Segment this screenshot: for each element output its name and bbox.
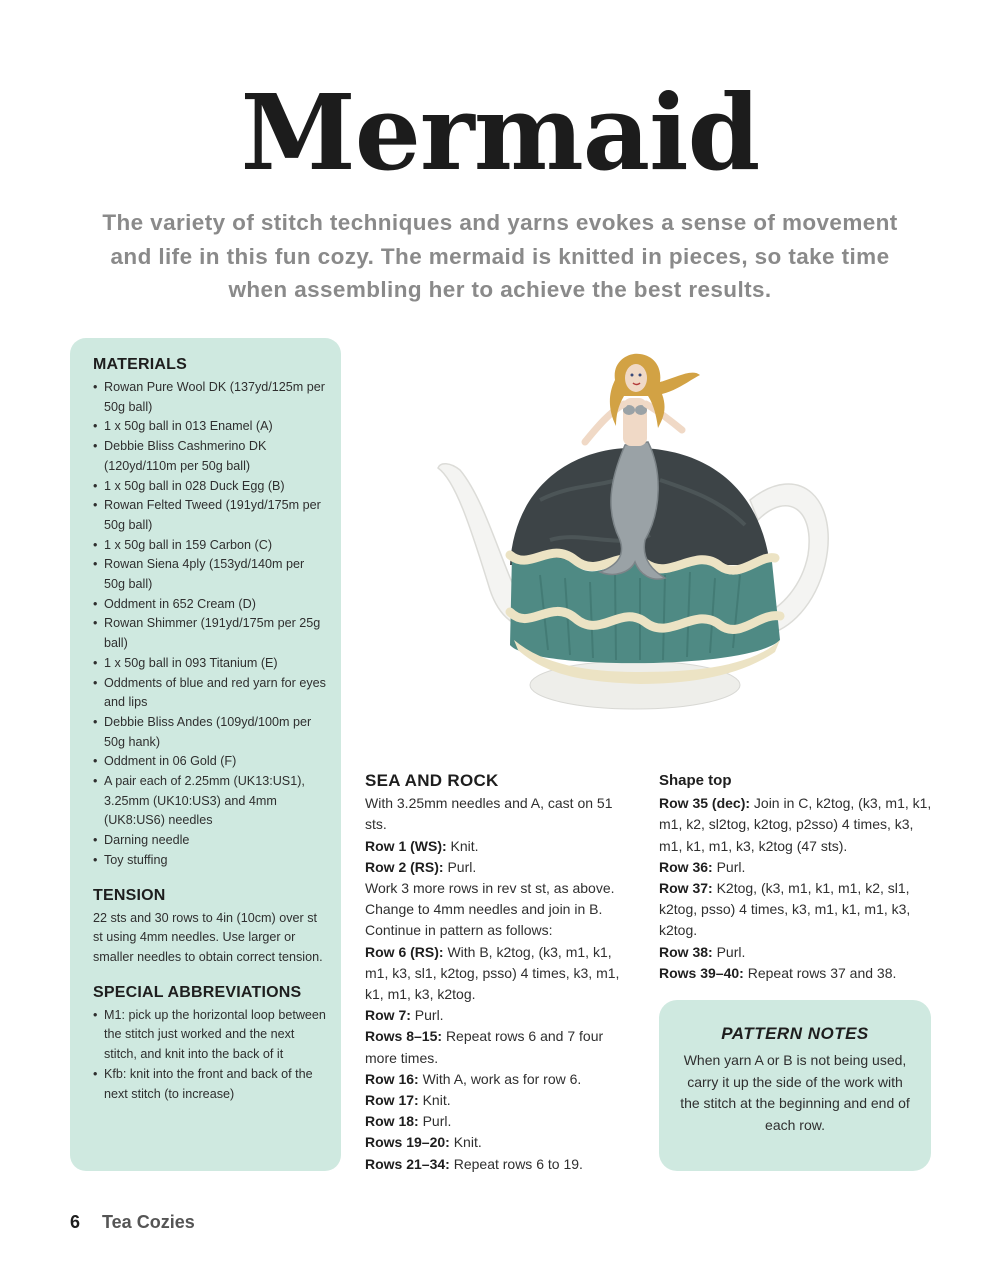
notes-text: When yarn A or B is not being used, carry it up the side of the work with the stitch at the beginning and end of each row. bbox=[680, 1052, 910, 1133]
row-label: Row 17: bbox=[365, 1092, 419, 1109]
row-text: Join in C, k2tog, (k3, m1, k1, m1, k2, sl2tog, k2tog, p2sso) 4 times, k3, m1, k1, m1, k3, k2tog (47 sts). bbox=[659, 795, 932, 854]
page-footer bbox=[70, 1212, 195, 1233]
instruction-line bbox=[659, 857, 934, 878]
instruction-line bbox=[659, 963, 934, 984]
list-item: • M1: pick up the horizontal loop between the stitch just worked and the next stitch, and knit into the back of it bbox=[93, 1006, 327, 1065]
list-item: • Oddment in 652 Cream (D) bbox=[93, 595, 327, 615]
instruction-line bbox=[365, 1026, 635, 1068]
list-item: • Kfb: knit into the front and back of the next stitch (to increase) bbox=[93, 1065, 327, 1104]
row-text: With 3.25mm needles and A, cast on 51 sts. bbox=[365, 795, 613, 833]
instruction-line bbox=[365, 793, 635, 835]
row-text: Purl. bbox=[716, 858, 746, 875]
instruction-line bbox=[659, 793, 934, 857]
row-label: Row 2 (RS): bbox=[365, 858, 444, 875]
instruction-line bbox=[365, 920, 635, 941]
row-label: Row 36: bbox=[659, 858, 713, 875]
row-text: Knit. bbox=[422, 1092, 451, 1109]
materials-heading: MATERIALS bbox=[93, 356, 187, 373]
row-label: Row 35 (dec): bbox=[659, 795, 751, 812]
row-text: Purl. bbox=[422, 1113, 452, 1130]
row-label: Rows 39–40: bbox=[659, 964, 744, 981]
instruction-line bbox=[365, 1090, 635, 1111]
instruction-line bbox=[365, 878, 635, 899]
row-text: Change to 4mm needles and join in B. bbox=[365, 901, 603, 918]
instruction-line bbox=[365, 899, 635, 920]
row-text: Purl. bbox=[414, 1007, 444, 1024]
instruction-line bbox=[659, 878, 934, 942]
list-item: • Oddment in 06 Gold (F) bbox=[93, 752, 327, 772]
shape-top-section bbox=[659, 770, 934, 984]
list-item: • Toy stuffing bbox=[93, 851, 327, 871]
list-item: • A pair each of 2.25mm (UK13:US1), 3.25mm (UK10:US3) and 4mm (UK8:US6) needles bbox=[93, 772, 327, 831]
intro-text: The variety of stitch techniques and yarns evokes a sense of movement and life in this fun cozy. The mermaid is knitted in pieces, so take time when assembling her to achieve the best results. bbox=[102, 210, 898, 302]
list-item: • Oddments of blue and red yarn for eyes and lips bbox=[93, 674, 327, 713]
shape-instructions bbox=[659, 793, 934, 984]
row-label: Row 18: bbox=[365, 1113, 419, 1130]
mermaid-tea-cozy-photo bbox=[430, 350, 840, 720]
row-text: Repeat rows 6 and 7 four more times. bbox=[365, 1028, 604, 1066]
instruction-line bbox=[365, 1069, 635, 1090]
instruction-line bbox=[365, 1005, 635, 1026]
list-item: • 1 x 50g ball in 028 Duck Egg (B) bbox=[93, 477, 327, 497]
instruction-line bbox=[659, 942, 934, 963]
instruction-line bbox=[365, 836, 635, 857]
list-item: • Darning needle bbox=[93, 831, 327, 851]
row-label: Row 38: bbox=[659, 943, 713, 960]
row-text: Knit. bbox=[453, 1134, 482, 1151]
row-text: Work 3 more rows in rev st st, as above. bbox=[365, 880, 615, 897]
sea-instructions bbox=[365, 793, 635, 1175]
instruction-line bbox=[365, 1154, 635, 1175]
row-label: Row 6 (RS): bbox=[365, 943, 444, 960]
list-item: • Rowan Shimmer (191yd/175m per 25g ball) bbox=[93, 614, 327, 653]
page-number: 6 bbox=[70, 1212, 81, 1232]
page-title: Mermaid bbox=[240, 71, 760, 194]
pattern-notes-box bbox=[659, 1000, 931, 1171]
shape-heading: Shape top bbox=[659, 772, 732, 789]
row-text: Purl. bbox=[447, 858, 477, 875]
instruction-line bbox=[365, 1132, 635, 1153]
sea-and-rock-section bbox=[365, 770, 635, 1175]
tension-text: 22 sts and 30 rows to 4in (10cm) over st st using 4mm needles. Use larger or smaller needles to obtain correct tension. bbox=[93, 910, 323, 964]
row-label: Rows 19–20: bbox=[365, 1134, 450, 1151]
list-item: • Rowan Felted Tweed (191yd/175m per 50g ball) bbox=[93, 496, 327, 535]
list-item: • Debbie Bliss Andes (109yd/100m per 50g hank) bbox=[93, 713, 327, 752]
list-item: • 1 x 50g ball in 093 Titanium (E) bbox=[93, 654, 327, 674]
list-item: • Rowan Pure Wool DK (137yd/125m per 50g ball) bbox=[93, 378, 327, 417]
abbreviations-heading: SPECIAL ABBREVIATIONS bbox=[93, 983, 302, 1001]
book-title: Tea Cozies bbox=[102, 1212, 195, 1232]
row-label: Row 7: bbox=[365, 1007, 411, 1024]
row-label: Row 1 (WS): bbox=[365, 837, 447, 854]
instruction-line bbox=[365, 942, 635, 1006]
list-item: • 1 x 50g ball in 159 Carbon (C) bbox=[93, 536, 327, 556]
row-text: With B, k2tog, (k3, m1, k1, m1, k3, sl1, k2tog, psso) 4 times, k3, m1, k1, m1, k3, k2tog. bbox=[365, 943, 620, 1003]
list-item: • 1 x 50g ball in 013 Enamel (A) bbox=[93, 417, 327, 437]
notes-heading: PATTERN NOTES bbox=[721, 1024, 869, 1043]
row-text: Repeat rows 37 and 38. bbox=[747, 964, 897, 981]
list-item: • Debbie Bliss Cashmerino DK (120yd/110m per 50g ball) bbox=[93, 437, 327, 476]
materials-sidebar bbox=[70, 338, 341, 1171]
row-text: Knit. bbox=[450, 837, 479, 854]
abbreviations-list bbox=[93, 1006, 327, 1105]
row-text: With A, work as for row 6. bbox=[422, 1070, 582, 1087]
row-text: K2tog, (k3, m1, k1, m1, k2, sl1, k2tog, psso) 4 times, k3, m1, k1, m1, k3, k2tog. bbox=[659, 880, 911, 939]
row-label: Row 16: bbox=[365, 1070, 419, 1087]
sea-heading: SEA AND ROCK bbox=[365, 771, 499, 790]
instruction-line bbox=[365, 857, 635, 878]
materials-list bbox=[93, 378, 327, 871]
row-label: Rows 21–34: bbox=[365, 1155, 450, 1172]
instruction-line bbox=[365, 1111, 635, 1132]
row-text: Purl. bbox=[716, 943, 746, 960]
list-item: • Rowan Siena 4ply (153yd/140m per 50g ball) bbox=[93, 555, 327, 594]
row-label: Rows 8–15: bbox=[365, 1028, 443, 1045]
tension-heading: TENSION bbox=[93, 886, 166, 904]
row-label: Row 37: bbox=[659, 880, 713, 897]
row-text: Repeat rows 6 to 19. bbox=[453, 1155, 583, 1172]
row-text: Continue in pattern as follows: bbox=[365, 922, 553, 939]
